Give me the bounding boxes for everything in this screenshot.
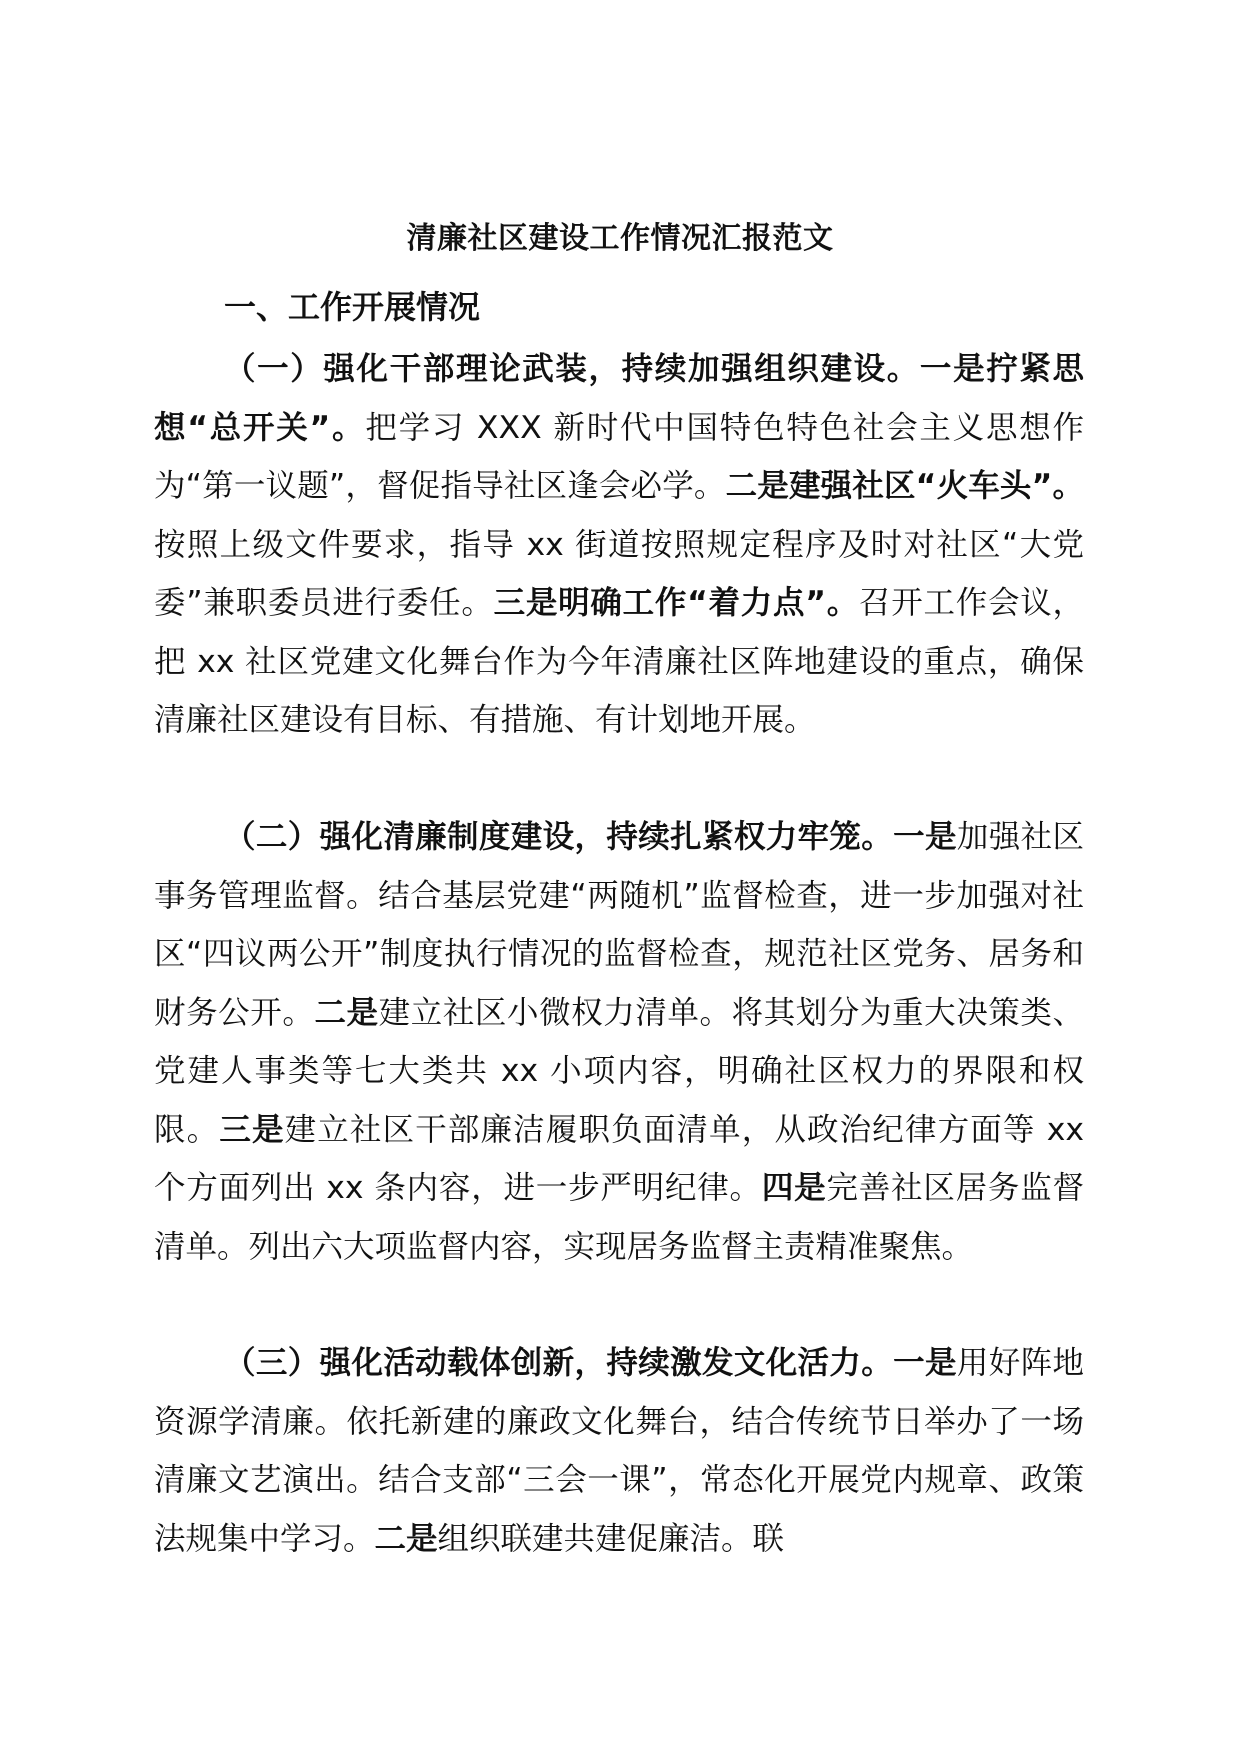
paragraph-3-run: （三）强化活动载体创新，持续激发文化活力。一是: [224, 1345, 957, 1381]
paragraph-1-run: 召开工作会议，把 xx 社区党建文化舞台作为今年清廉社区阵地建设的重点，确保清廉社区建设有目标、有措施、有计划地开展。: [154, 585, 1084, 738]
paragraph-1-run: 二是建强社区“火车头”。: [725, 468, 1084, 504]
paragraph-1: [154, 340, 1084, 750]
paragraph-3: [154, 1334, 1084, 1568]
paragraph-2-run: 建立社区小微权力清单。将其划分为重大决策类、党建人事类等七大类共 xx 小项内容，明确社区权力的界限和权限。: [154, 994, 1084, 1148]
paragraph-2: [154, 808, 1084, 1276]
paragraph-3-run: 用好阵地资源学清廉。依托新建的廉政文化舞台，结合传统节日举办了一场清廉文艺演出。结合支部“三会一课”，常态化开展党内规章、政策法规集中学习。: [154, 1345, 1084, 1557]
paragraph-1-run: 按照上级文件要求，指导 xx 街道按照规定程序及时对社区“大党委”兼职委员进行委任。: [154, 526, 1084, 621]
section-heading: 一、工作开展情况: [224, 288, 481, 326]
paragraph-2-run: 二是: [314, 994, 379, 1031]
paragraph-2-run: 三是: [219, 1111, 285, 1148]
paragraph-2-run: 建立社区干部廉洁履职负面清单，从政治纪律方面等 xx 个方面列出 xx 条内容，进一步严明纪律。: [154, 1111, 1084, 1206]
paragraph-1-run: （一）强化干部理论武装，持续加强组织建设。一是拧紧思想“总开关”。: [154, 351, 1084, 446]
paragraph-2-run: 完善社区居务监督清单。列出六大项监督内容，实现居务监督主责精准聚焦。: [154, 1170, 1084, 1265]
paragraph-2-run: 加强社区事务管理监督。结合基层党建“两随机”监督检查，进一步加强对社区“四议两公开”制度执行情况的监督检查，规范社区党务、居务和财务公开。: [154, 819, 1084, 1031]
paragraph-2-run: 四是: [761, 1170, 827, 1206]
document-title: 清廉社区建设工作情况汇报范文: [406, 221, 834, 256]
paragraph-1-run: 把学习 XXX 新时代中国特色特色社会主义思想作为“第一议题”，督促指导社区逢会必学。: [154, 409, 1084, 504]
paragraph-1-run: 三是明确工作“着力点”。: [493, 585, 859, 621]
paragraph-2-run: （二）强化清廉制度建设，持续扎紧权力牢笼。一是: [224, 819, 957, 855]
paragraph-3-run: 二是: [374, 1520, 438, 1557]
paragraph-3-run: 组织联建共建促廉洁。联: [437, 1520, 785, 1557]
